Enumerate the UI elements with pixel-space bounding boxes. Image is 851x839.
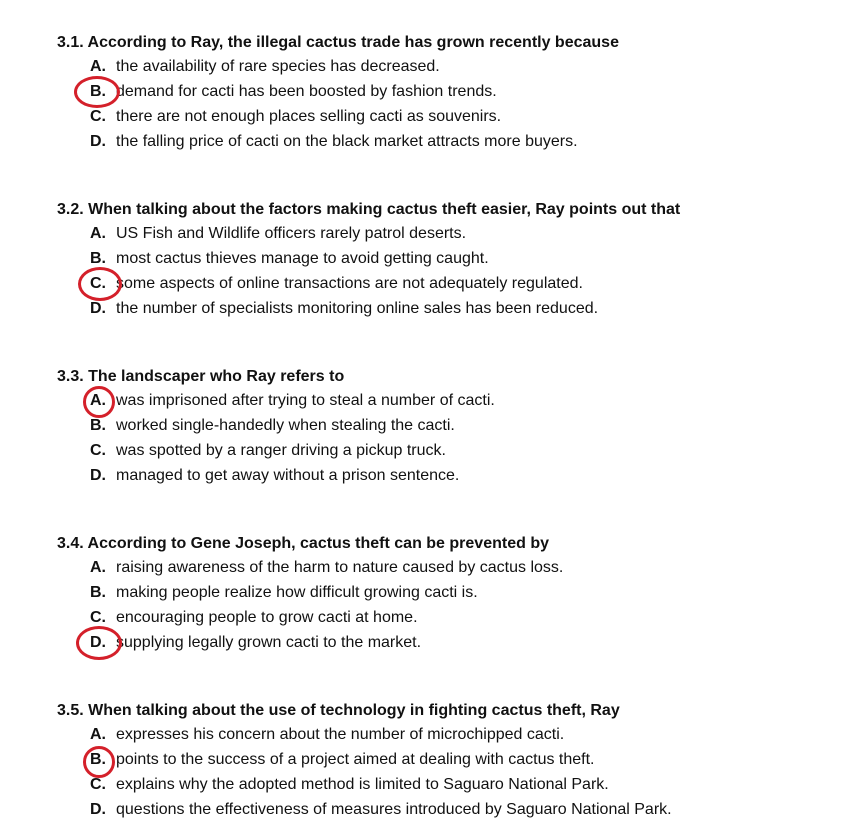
option-d[interactable]: [90, 300, 598, 318]
option-letter: B.: [90, 417, 106, 434]
option-letter: C.: [90, 275, 106, 292]
option-text: US Fish and Wildlife officers rarely patrol deserts.: [116, 225, 467, 242]
option-b[interactable]: [90, 83, 497, 101]
option-text: worked single-handedly when stealing the cacti.: [116, 417, 455, 434]
option-text: there are not enough places selling cacti as souvenirs.: [116, 108, 502, 125]
option-letter: B.: [90, 250, 106, 267]
question-number: 3.2.: [57, 201, 84, 218]
answer-circle-mark: [83, 386, 115, 418]
option-text: most cactus thieves manage to avoid getting caught.: [116, 250, 489, 267]
option-letter: D.: [90, 801, 106, 818]
option-letter: A.: [90, 559, 106, 576]
option-text: explains why the adopted method is limited to Saguaro National Park.: [116, 776, 609, 793]
question-stem: [57, 34, 619, 52]
option-letter: A.: [90, 58, 106, 75]
option-c[interactable]: [90, 442, 446, 460]
option-b[interactable]: [90, 417, 455, 435]
option-letter: D.: [90, 300, 106, 317]
question-stem: [57, 702, 620, 720]
option-a[interactable]: [90, 392, 495, 410]
option-text: demand for cacti has been boosted by fashion trends.: [116, 83, 497, 100]
option-letter: A.: [90, 225, 106, 242]
option-letter: B.: [90, 83, 106, 100]
option-letter: C.: [90, 442, 106, 459]
option-a[interactable]: [90, 225, 466, 243]
option-a[interactable]: [90, 58, 440, 76]
option-letter: C.: [90, 609, 106, 626]
option-letter: A.: [90, 726, 106, 743]
question-text: When talking about the use of technology in fighting cactus theft, Ray: [88, 702, 620, 719]
answer-circle-mark: [74, 76, 120, 108]
question-number: 3.1.: [57, 34, 84, 51]
option-a[interactable]: [90, 726, 564, 744]
option-letter: D.: [90, 133, 106, 150]
option-text: making people realize how difficult growing cacti is.: [116, 584, 478, 601]
option-text: points to the success of a project aimed at dealing with cactus theft.: [116, 751, 595, 768]
option-text: managed to get away without a prison sentence.: [116, 467, 460, 484]
option-letter: D.: [90, 634, 106, 651]
option-text: some aspects of online transactions are not adequately regulated.: [116, 275, 583, 292]
option-letter: B.: [90, 584, 106, 601]
question-number: 3.3.: [57, 368, 84, 385]
option-text: encouraging people to grow cacti at home.: [116, 609, 418, 626]
question-text: When talking about the factors making cactus theft easier, Ray points out that: [88, 201, 681, 218]
option-text: the falling price of cacti on the black market attracts more buyers.: [116, 133, 578, 150]
option-d[interactable]: [90, 467, 459, 485]
option-text: was spotted by a ranger driving a pickup truck.: [116, 442, 446, 459]
option-letter: C.: [90, 776, 106, 793]
option-letter: D.: [90, 467, 106, 484]
option-text: the number of specialists monitoring online sales has been reduced.: [116, 300, 599, 317]
question-number: 3.4.: [57, 535, 84, 552]
option-c[interactable]: [90, 275, 583, 293]
question-text: The landscaper who Ray refers to: [88, 368, 345, 385]
option-text: the availability of rare species has decreased.: [116, 58, 440, 75]
question-stem: [57, 201, 680, 219]
option-c[interactable]: [90, 108, 501, 126]
option-d[interactable]: [90, 801, 672, 819]
question-text: According to Gene Joseph, cactus theft can be prevented by: [87, 535, 549, 552]
option-a[interactable]: [90, 559, 563, 577]
question-stem: [57, 535, 549, 553]
question-stem: [57, 368, 344, 386]
question-number: 3.5.: [57, 702, 84, 719]
option-b[interactable]: [90, 584, 478, 602]
option-letter: B.: [90, 751, 106, 768]
option-text: supplying legally grown cacti to the market.: [116, 634, 422, 651]
option-letter: C.: [90, 108, 106, 125]
option-b[interactable]: [90, 250, 489, 268]
option-d[interactable]: [90, 133, 578, 151]
option-c[interactable]: [90, 609, 418, 627]
answer-circle-mark: [83, 746, 115, 778]
answer-circle-mark: [76, 626, 122, 660]
option-c[interactable]: [90, 776, 609, 794]
question-text: According to Ray, the illegal cactus trade has grown recently because: [87, 34, 619, 51]
option-text: expresses his concern about the number of microchipped cacti.: [116, 726, 565, 743]
option-b[interactable]: [90, 751, 594, 769]
option-d[interactable]: [90, 634, 421, 652]
option-letter: A.: [90, 392, 106, 409]
option-text: questions the effectiveness of measures introduced by Saguaro National Park.: [116, 801, 672, 818]
option-text: was imprisoned after trying to steal a number of cacti.: [116, 392, 495, 409]
answer-circle-mark: [78, 267, 122, 301]
option-text: raising awareness of the harm to nature caused by cactus loss.: [116, 559, 564, 576]
